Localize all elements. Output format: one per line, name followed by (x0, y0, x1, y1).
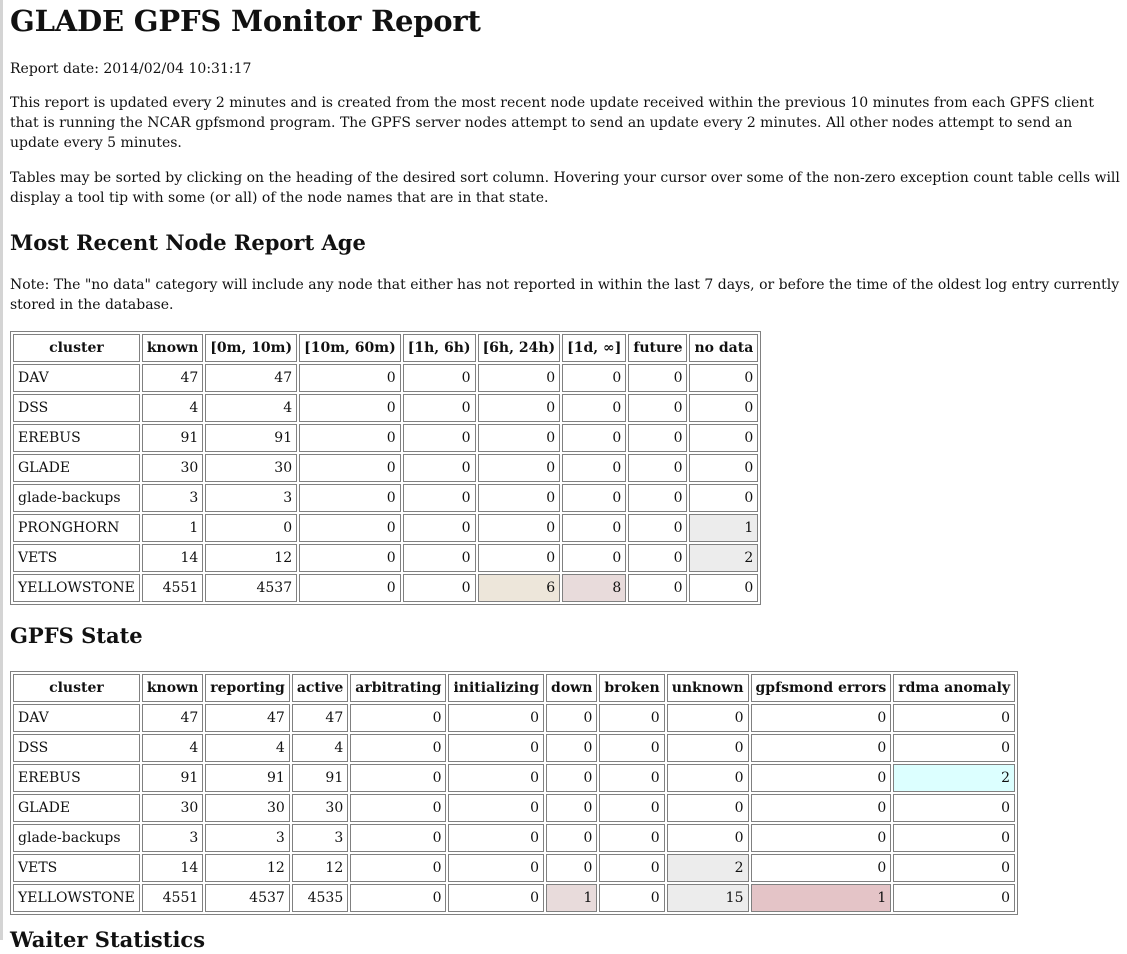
table-header-row (13, 334, 758, 362)
count-cell: 0 (751, 704, 892, 732)
count-cell: 0 (448, 764, 544, 792)
count-cell[interactable]: 1 (751, 884, 892, 912)
count-cell: 0 (628, 574, 687, 602)
count-cell: 0 (546, 794, 597, 822)
count-cell: 0 (562, 454, 626, 482)
sort-header-3[interactable]: active (292, 674, 348, 702)
count-cell: 0 (599, 794, 664, 822)
cluster-name-cell: glade-backups (13, 484, 140, 512)
count-cell: 0 (667, 734, 749, 762)
count-cell: 0 (403, 544, 476, 572)
count-cell: 0 (562, 484, 626, 512)
count-cell: 91 (205, 424, 297, 452)
sort-header-8[interactable]: unknown (667, 674, 749, 702)
sort-header-4[interactable]: arbitrating (350, 674, 446, 702)
table-row (13, 514, 758, 542)
count-cell: 0 (689, 484, 758, 512)
count-cell: 0 (893, 824, 1015, 852)
table-row (13, 454, 758, 482)
count-cell: 0 (562, 514, 626, 542)
count-cell: 12 (205, 544, 297, 572)
cluster-name-cell: DSS (13, 394, 140, 422)
count-cell: 0 (893, 854, 1015, 882)
count-cell: 0 (478, 544, 561, 572)
table-row (13, 484, 758, 512)
table-row (13, 364, 758, 392)
count-cell: 30 (205, 794, 290, 822)
count-cell: 47 (205, 364, 297, 392)
sort-header-0[interactable]: cluster (13, 334, 140, 362)
count-cell: 0 (299, 574, 401, 602)
cluster-name-cell: EREBUS (13, 764, 140, 792)
sort-header-4[interactable]: [1h, 6h) (403, 334, 476, 362)
count-cell[interactable]: 15 (667, 884, 749, 912)
count-cell: 0 (751, 764, 892, 792)
sort-header-6[interactable]: down (546, 674, 597, 702)
count-cell: 30 (292, 794, 348, 822)
sort-header-5[interactable]: [6h, 24h) (478, 334, 561, 362)
count-cell: 4 (142, 734, 203, 762)
count-cell: 4537 (205, 574, 297, 602)
table-row (13, 794, 1015, 822)
sort-header-7[interactable]: broken (599, 674, 664, 702)
table-row (13, 734, 1015, 762)
count-cell: 47 (292, 704, 348, 732)
count-cell: 0 (689, 454, 758, 482)
table-row (13, 424, 758, 452)
count-cell: 0 (448, 704, 544, 732)
sort-header-3[interactable]: [10m, 60m) (299, 334, 401, 362)
count-cell: 0 (299, 514, 401, 542)
count-cell: 0 (403, 484, 476, 512)
intro-paragraph: This report is updated every 2 minutes and is created from the most recent node update received within the previous 10 minutes from each GPFS client that is running the NCAR gpfsmond program. The GPFS server nodes attempt to send an update every 2 minutes. All other nodes attempt to send an update every 5 minutes. (10, 95, 1094, 151)
cluster-name-cell: GLADE (13, 454, 140, 482)
count-cell: 0 (628, 364, 687, 392)
count-cell: 0 (448, 884, 544, 912)
count-cell: 0 (478, 364, 561, 392)
count-cell: 0 (299, 364, 401, 392)
cluster-name-cell: DAV (13, 364, 140, 392)
sort-header-10[interactable]: rdma anomaly (893, 674, 1015, 702)
count-cell: 30 (142, 454, 203, 482)
report-date: Report date: 2014/02/04 10:31:17 (10, 61, 252, 77)
count-cell: 3 (142, 484, 203, 512)
count-cell: 47 (142, 704, 203, 732)
count-cell: 4537 (205, 884, 290, 912)
count-cell: 0 (299, 454, 401, 482)
count-cell: 0 (562, 424, 626, 452)
cluster-name-cell: VETS (13, 544, 140, 572)
cluster-name-cell: glade-backups (13, 824, 140, 852)
count-cell: 0 (599, 734, 664, 762)
count-cell: 3 (205, 484, 297, 512)
count-cell: 0 (403, 454, 476, 482)
count-cell: 4551 (142, 574, 203, 602)
count-cell: 0 (893, 884, 1015, 912)
count-cell: 4551 (142, 884, 203, 912)
sort-header-5[interactable]: initializing (448, 674, 544, 702)
count-cell: 1 (142, 514, 203, 542)
count-cell: 0 (599, 884, 664, 912)
sort-header-2[interactable]: reporting (205, 674, 290, 702)
count-cell: 4 (205, 394, 297, 422)
count-cell: 30 (205, 454, 297, 482)
count-cell: 0 (478, 394, 561, 422)
count-cell: 0 (667, 824, 749, 852)
count-cell: 0 (628, 514, 687, 542)
count-cell: 0 (628, 394, 687, 422)
count-cell: 0 (628, 484, 687, 512)
sort-header-1[interactable]: known (142, 674, 203, 702)
table-row (13, 884, 1015, 912)
count-cell: 4 (142, 394, 203, 422)
count-cell: 0 (478, 424, 561, 452)
count-cell: 0 (667, 704, 749, 732)
count-cell: 0 (751, 794, 892, 822)
count-cell: 0 (893, 704, 1015, 732)
count-cell: 0 (299, 484, 401, 512)
count-cell: 4 (205, 734, 290, 762)
count-cell: 0 (205, 514, 297, 542)
count-cell: 0 (350, 734, 446, 762)
count-cell: 91 (205, 764, 290, 792)
count-cell: 91 (292, 764, 348, 792)
table-row (13, 394, 758, 422)
count-cell: 0 (689, 394, 758, 422)
count-cell: 0 (546, 764, 597, 792)
count-cell: 0 (448, 824, 544, 852)
gpfs-state-table (10, 671, 1018, 915)
count-cell: 0 (299, 544, 401, 572)
count-cell: 0 (689, 574, 758, 602)
count-cell[interactable]: 1 (546, 884, 597, 912)
count-cell: 30 (142, 794, 203, 822)
count-cell: 12 (205, 854, 290, 882)
count-cell: 0 (448, 734, 544, 762)
report-page (10, 0, 1120, 952)
table-row (13, 704, 1015, 732)
table-row (13, 574, 758, 602)
count-cell: 4535 (292, 884, 348, 912)
count-cell: 0 (448, 794, 544, 822)
count-cell: 0 (628, 544, 687, 572)
count-cell: 47 (142, 364, 203, 392)
gpfs-state-heading: GPFS State (10, 623, 143, 648)
cluster-name-cell: GLADE (13, 794, 140, 822)
count-cell: 0 (350, 794, 446, 822)
count-cell: 0 (403, 574, 476, 602)
count-cell: 0 (448, 854, 544, 882)
cluster-name-cell: DAV (13, 704, 140, 732)
table-row (13, 764, 1015, 792)
count-cell: 0 (350, 884, 446, 912)
count-cell: 0 (478, 514, 561, 542)
count-cell: 0 (350, 824, 446, 852)
count-cell: 0 (350, 704, 446, 732)
count-cell: 4 (292, 734, 348, 762)
count-cell: 0 (350, 854, 446, 882)
count-cell: 0 (667, 794, 749, 822)
count-cell: 12 (292, 854, 348, 882)
table-row (13, 544, 758, 572)
count-cell: 3 (142, 824, 203, 852)
count-cell[interactable]: 2 (667, 854, 749, 882)
cluster-name-cell: DSS (13, 734, 140, 762)
no-data-note: Note: The "no data" category will include any node that either has not reported in within the last 7 days, or before the time of the oldest log entry currently stored in the database. (10, 277, 1120, 313)
count-cell: 0 (689, 424, 758, 452)
count-cell: 0 (299, 394, 401, 422)
count-cell: 0 (599, 764, 664, 792)
count-cell: 0 (403, 514, 476, 542)
sort-header-2[interactable]: [0m, 10m) (205, 334, 297, 362)
count-cell: 3 (292, 824, 348, 852)
count-cell: 91 (142, 764, 203, 792)
count-cell: 14 (142, 854, 203, 882)
count-cell: 0 (546, 734, 597, 762)
count-cell[interactable]: 8 (562, 574, 626, 602)
count-cell: 0 (599, 824, 664, 852)
count-cell: 0 (893, 734, 1015, 762)
left-frame-border (0, 0, 3, 940)
report-age-table (10, 331, 761, 605)
count-cell: 0 (299, 424, 401, 452)
count-cell: 0 (599, 704, 664, 732)
count-cell[interactable]: 2 (893, 764, 1015, 792)
count-cell: 0 (751, 854, 892, 882)
count-cell[interactable]: 2 (689, 544, 758, 572)
sort-header-8[interactable]: no data (689, 334, 758, 362)
count-cell: 0 (546, 704, 597, 732)
count-cell: 0 (546, 854, 597, 882)
sort-header-9[interactable]: gpfsmond errors (751, 674, 892, 702)
age-section-heading: Most Recent Node Report Age (10, 230, 366, 255)
cluster-name-cell: VETS (13, 854, 140, 882)
count-cell: 0 (478, 454, 561, 482)
count-cell: 0 (893, 794, 1015, 822)
count-cell: 0 (403, 394, 476, 422)
cluster-name-cell: PRONGHORN (13, 514, 140, 542)
count-cell: 14 (142, 544, 203, 572)
count-cell: 0 (751, 734, 892, 762)
page-title: GLADE GPFS Monitor Report (10, 4, 481, 38)
count-cell: 91 (142, 424, 203, 452)
count-cell: 0 (350, 764, 446, 792)
count-cell: 3 (205, 824, 290, 852)
cluster-name-cell: YELLOWSTONE (13, 574, 140, 602)
count-cell[interactable]: 1 (689, 514, 758, 542)
sort-header-0[interactable]: cluster (13, 674, 140, 702)
count-cell: 0 (667, 764, 749, 792)
count-cell: 0 (599, 854, 664, 882)
count-cell: 0 (689, 364, 758, 392)
count-cell: 0 (562, 544, 626, 572)
sort-header-6[interactable]: [1d, ∞] (562, 334, 626, 362)
sort-help-paragraph: Tables may be sorted by clicking on the heading of the desired sort column. Hovering your cursor over some of the non-zero exception count table cells will display a tool tip with some (or all) of the node names that are in that state. (10, 170, 1120, 206)
count-cell: 47 (205, 704, 290, 732)
count-cell: 0 (628, 424, 687, 452)
count-cell: 0 (403, 424, 476, 452)
count-cell: 0 (546, 824, 597, 852)
count-cell: 0 (751, 824, 892, 852)
count-cell: 0 (562, 364, 626, 392)
waiter-statistics-heading: Waiter Statistics (10, 927, 206, 952)
table-row (13, 824, 1015, 852)
cluster-name-cell: EREBUS (13, 424, 140, 452)
count-cell: 0 (562, 394, 626, 422)
table-header-row (13, 674, 1015, 702)
count-cell: 0 (403, 364, 476, 392)
table-row (13, 854, 1015, 882)
cluster-name-cell: YELLOWSTONE (13, 884, 140, 912)
count-cell: 0 (628, 454, 687, 482)
count-cell[interactable]: 6 (478, 574, 561, 602)
count-cell: 0 (478, 484, 561, 512)
sort-header-7[interactable]: future (628, 334, 687, 362)
sort-header-1[interactable]: known (142, 334, 203, 362)
